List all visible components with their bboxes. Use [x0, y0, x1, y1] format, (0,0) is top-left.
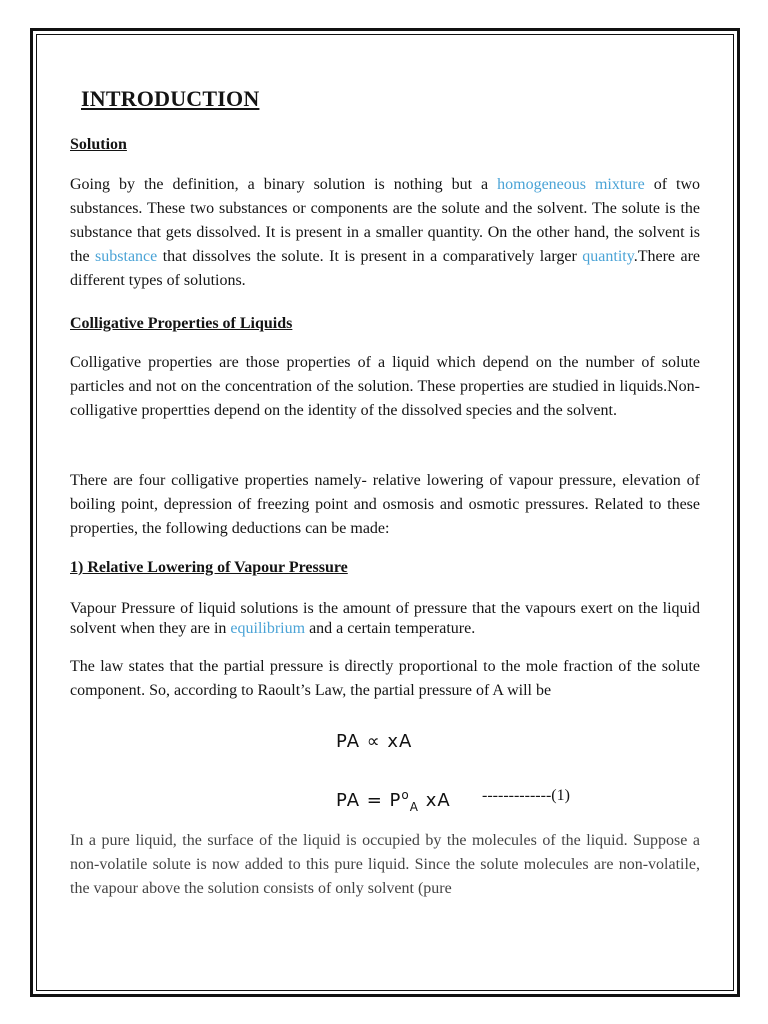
equation-number: -------------(1) — [482, 787, 570, 804]
link-homogeneous-mixture[interactable]: homogeneous mixture — [497, 176, 645, 193]
equation-raoult: PA = $P^o_A$ xA — [336, 788, 451, 814]
equation-proportional: PA ∝ xA — [336, 731, 413, 752]
solution-heading: Solution — [70, 136, 127, 153]
page-title: INTRODUCTION — [81, 86, 260, 111]
link-quantity[interactable]: quantity — [582, 248, 634, 265]
link-substance[interactable]: substance — [95, 248, 158, 265]
solution-paragraph: Going by the definition, a binary solution is nothing but a homogeneous mixture of two substances. These two substances or components are the solute and the solvent. The solute is the substance that gets dissolved. It is present in a smaller quantity. On the other hand, the solvent is the substance that dissolves the solute. It is present in a comparatively larger quantity.There are different types of solutions. — [70, 176, 701, 289]
colligative-heading: Colligative Properties of Liquids — [70, 315, 293, 332]
vapour-pressure-paragraph: Vapour Pressure of liquid solutions is the amount of pressure that the vapours exert on the liquid solvent when they are in equilibrium and a certain temperature. — [70, 600, 700, 637]
colligative-paragraph-1: Colligative properties are those properties of a liquid which depend on the number of solute particles and not on the concentration of the solution. These properties are studied in liquids.Non-colligative propertties depend on the identity of the dissolved species and the solvent. — [70, 354, 700, 419]
raoult-law-paragraph: The law states that the partial pressure is directly proportional to the mole fraction of the solute component. So, according to Raoult’s Law, the partial pressure of A will be — [70, 658, 700, 699]
pure-liquid-paragraph: In a pure liquid, the surface of the liquid is occupied by the molecules of the liquid. Suppose a non-volatile solute is now added to this pure liquid. Since the solute molecules are non-volatile, the vapour above the solution consists of only solvent (pure — [70, 832, 700, 897]
rlvp-heading: 1) Relative Lowering of Vapour Pressure — [70, 559, 348, 576]
link-equilibrium[interactable]: equilibrium — [230, 620, 306, 637]
colligative-paragraph-2: There are four colligative properties namely- relative lowering of vapour pressure, elevation of boiling point, depression of freezing point and osmosis and osmotic pressures. Related to these properties, the following deductions can be made: — [70, 472, 700, 537]
